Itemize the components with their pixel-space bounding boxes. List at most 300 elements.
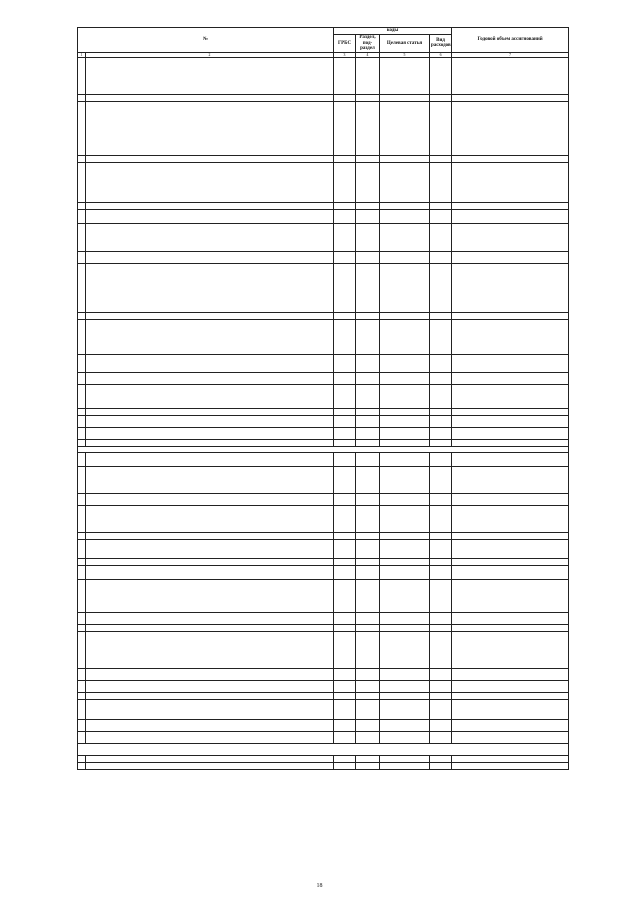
row-grbs-cell xyxy=(334,756,356,763)
row-vr-cell xyxy=(430,102,452,156)
row-grbs-cell xyxy=(334,625,356,632)
header-grbs: ГРБС xyxy=(334,35,356,53)
row-razdel-cell xyxy=(356,559,380,566)
row-name-cell xyxy=(86,264,334,313)
row-razdel-cell xyxy=(356,632,380,669)
row-razdel-cell xyxy=(356,453,380,467)
row-vr-cell xyxy=(430,566,452,580)
table-body xyxy=(78,58,569,770)
row-razdel-cell xyxy=(356,156,380,163)
row-num-cell xyxy=(78,355,86,373)
row-razdel-cell xyxy=(356,252,380,264)
row-name-cell xyxy=(86,566,334,580)
row-vr-cell xyxy=(430,95,452,102)
row-razdel-cell xyxy=(356,355,380,373)
row-sum-cell xyxy=(452,210,569,224)
row-name-cell xyxy=(86,693,334,700)
row-sum-cell xyxy=(452,313,569,320)
row-sum-cell xyxy=(452,252,569,264)
row-sum-cell xyxy=(452,58,569,95)
table-row xyxy=(78,355,569,373)
row-grbs-cell xyxy=(334,763,356,770)
row-grbs-cell xyxy=(334,453,356,467)
table-row xyxy=(78,533,569,540)
row-name-cell xyxy=(86,224,334,252)
row-grbs-cell xyxy=(334,385,356,409)
colnum: 4 xyxy=(356,52,380,58)
row-sum-cell xyxy=(452,693,569,700)
table-row xyxy=(78,559,569,566)
row-name-cell xyxy=(86,203,334,210)
colnum: 6 xyxy=(430,52,452,58)
row-num-cell xyxy=(78,700,86,720)
row-sum-cell xyxy=(452,540,569,559)
row-grbs-cell xyxy=(334,409,356,416)
table-row xyxy=(78,669,569,681)
row-grbs-cell xyxy=(334,224,356,252)
row-cs-cell xyxy=(380,533,430,540)
row-vr-cell xyxy=(430,224,452,252)
row-razdel-cell xyxy=(356,467,380,494)
row-vr-cell xyxy=(430,540,452,559)
row-cs-cell xyxy=(380,313,430,320)
row-num-cell xyxy=(78,320,86,355)
row-num-cell xyxy=(78,203,86,210)
row-vr-cell xyxy=(430,355,452,373)
row-vr-cell xyxy=(430,669,452,681)
table-row xyxy=(78,58,569,95)
row-grbs-cell xyxy=(334,440,356,447)
table-row xyxy=(78,252,569,264)
row-grbs-cell xyxy=(334,95,356,102)
row-grbs-cell xyxy=(334,156,356,163)
row-cs-cell xyxy=(380,625,430,632)
row-num-cell xyxy=(78,756,86,763)
row-razdel-cell xyxy=(356,681,380,693)
row-name-cell xyxy=(86,416,334,428)
row-name-cell xyxy=(86,320,334,355)
row-cs-cell xyxy=(380,224,430,252)
row-cs-cell xyxy=(380,693,430,700)
row-sum-cell xyxy=(452,632,569,669)
row-cs-cell xyxy=(380,102,430,156)
row-vr-cell xyxy=(430,681,452,693)
table-row xyxy=(78,693,569,700)
row-grbs-cell xyxy=(334,58,356,95)
row-num-cell xyxy=(78,693,86,700)
row-num-cell xyxy=(78,385,86,409)
row-razdel-cell xyxy=(356,210,380,224)
row-num-cell xyxy=(78,373,86,385)
row-sum-cell xyxy=(452,720,569,732)
row-cs-cell xyxy=(380,355,430,373)
row-sum-cell xyxy=(452,409,569,416)
row-num-cell xyxy=(78,625,86,632)
row-razdel-cell xyxy=(356,428,380,440)
row-razdel-cell xyxy=(356,320,380,355)
row-cs-cell xyxy=(380,732,430,744)
row-name-cell xyxy=(86,163,334,203)
row-cs-cell xyxy=(380,58,430,95)
row-sum-cell xyxy=(452,224,569,252)
row-grbs-cell xyxy=(334,416,356,428)
table-row xyxy=(78,625,569,632)
row-name-cell xyxy=(86,428,334,440)
row-cs-cell xyxy=(380,428,430,440)
row-num-cell xyxy=(78,264,86,313)
row-vr-cell xyxy=(430,163,452,203)
row-name-cell xyxy=(86,95,334,102)
row-name-cell xyxy=(86,681,334,693)
row-cs-cell xyxy=(380,409,430,416)
colnum: 2 xyxy=(86,52,334,58)
row-sum-cell xyxy=(452,320,569,355)
row-vr-cell xyxy=(430,533,452,540)
row-name-cell xyxy=(86,373,334,385)
row-grbs-cell xyxy=(334,693,356,700)
table-row xyxy=(78,440,569,447)
row-grbs-cell xyxy=(334,506,356,533)
row-razdel-cell xyxy=(356,203,380,210)
row-name-cell xyxy=(86,210,334,224)
row-vr-cell xyxy=(430,494,452,506)
table-row xyxy=(78,453,569,467)
row-name-cell xyxy=(86,756,334,763)
row-name-cell xyxy=(86,700,334,720)
row-sum-cell xyxy=(452,681,569,693)
row-name-cell xyxy=(86,580,334,613)
row-sum-cell xyxy=(452,440,569,447)
header-razdel: Раздел, под-раздел xyxy=(356,35,380,53)
row-razdel-cell xyxy=(356,416,380,428)
row-num-cell xyxy=(78,210,86,224)
table-row xyxy=(78,373,569,385)
table-row xyxy=(78,720,569,732)
row-vr-cell xyxy=(430,720,452,732)
row-vr-cell xyxy=(430,416,452,428)
row-razdel-cell xyxy=(356,373,380,385)
row-sum-cell xyxy=(452,732,569,744)
row-grbs-cell xyxy=(334,632,356,669)
row-sum-cell xyxy=(452,428,569,440)
colnum: 1 xyxy=(78,52,86,58)
row-sum-cell xyxy=(452,355,569,373)
row-name-cell xyxy=(86,156,334,163)
row-cs-cell xyxy=(380,632,430,669)
row-razdel-cell xyxy=(356,720,380,732)
table-row xyxy=(78,763,569,770)
row-name-cell xyxy=(86,763,334,770)
row-grbs-cell xyxy=(334,203,356,210)
row-grbs-cell xyxy=(334,533,356,540)
row-razdel-cell xyxy=(356,95,380,102)
row-num-cell xyxy=(78,467,86,494)
table-row xyxy=(78,224,569,252)
row-sum-cell xyxy=(452,763,569,770)
row-vr-cell xyxy=(430,210,452,224)
row-cs-cell xyxy=(380,156,430,163)
row-grbs-cell xyxy=(334,580,356,613)
row-name-cell xyxy=(86,102,334,156)
row-cs-cell xyxy=(380,252,430,264)
row-num-cell xyxy=(78,559,86,566)
row-grbs-cell xyxy=(334,102,356,156)
row-cs-cell xyxy=(380,453,430,467)
row-name-cell xyxy=(86,58,334,95)
row-vr-cell xyxy=(430,506,452,533)
document-page xyxy=(77,27,568,770)
row-razdel-cell xyxy=(356,224,380,252)
row-num-cell xyxy=(78,453,86,467)
row-sum-cell xyxy=(452,669,569,681)
row-sum-cell xyxy=(452,385,569,409)
row-cs-cell xyxy=(380,559,430,566)
row-razdel-cell xyxy=(356,494,380,506)
row-name-cell xyxy=(86,409,334,416)
row-grbs-cell xyxy=(334,559,356,566)
row-grbs-cell xyxy=(334,700,356,720)
row-name-cell xyxy=(86,355,334,373)
row-sum-cell xyxy=(452,163,569,203)
row-vr-cell xyxy=(430,409,452,416)
row-grbs-cell xyxy=(334,252,356,264)
row-cs-cell xyxy=(380,763,430,770)
row-num-cell xyxy=(78,669,86,681)
row-cs-cell xyxy=(380,373,430,385)
row-vr-cell xyxy=(430,373,452,385)
row-name-cell xyxy=(86,385,334,409)
row-sum-cell xyxy=(452,613,569,625)
row-grbs-cell xyxy=(334,613,356,625)
row-grbs-cell xyxy=(334,732,356,744)
row-cs-cell xyxy=(380,720,430,732)
row-cs-cell xyxy=(380,467,430,494)
table-row xyxy=(78,264,569,313)
row-grbs-cell xyxy=(334,566,356,580)
row-name-cell xyxy=(86,540,334,559)
row-num-cell xyxy=(78,632,86,669)
colnum: 3 xyxy=(334,52,356,58)
row-grbs-cell xyxy=(334,373,356,385)
table-row xyxy=(78,732,569,744)
row-vr-cell xyxy=(430,756,452,763)
table-row xyxy=(78,210,569,224)
row-grbs-cell xyxy=(334,467,356,494)
row-name-cell xyxy=(86,625,334,632)
row-razdel-cell xyxy=(356,540,380,559)
row-vr-cell xyxy=(430,320,452,355)
row-sum-cell xyxy=(452,264,569,313)
row-num-cell xyxy=(78,540,86,559)
row-grbs-cell xyxy=(334,681,356,693)
row-name-cell xyxy=(86,453,334,467)
row-cs-cell xyxy=(380,540,430,559)
row-sum-cell xyxy=(452,373,569,385)
row-num-cell xyxy=(78,506,86,533)
row-vr-cell xyxy=(430,428,452,440)
row-num-cell xyxy=(78,720,86,732)
header-row-top xyxy=(78,28,569,35)
header-cs: Целевая статья xyxy=(380,35,430,53)
row-razdel-cell xyxy=(356,763,380,770)
table-row xyxy=(78,320,569,355)
row-cs-cell xyxy=(380,416,430,428)
row-vr-cell xyxy=(430,252,452,264)
row-vr-cell xyxy=(430,264,452,313)
row-name-cell xyxy=(86,506,334,533)
row-name-cell xyxy=(86,313,334,320)
table-row xyxy=(78,681,569,693)
row-razdel-cell xyxy=(356,669,380,681)
row-vr-cell xyxy=(430,203,452,210)
row-sum-cell xyxy=(452,506,569,533)
row-sum-cell xyxy=(452,95,569,102)
row-vr-cell xyxy=(430,313,452,320)
row-grbs-cell xyxy=(334,669,356,681)
row-num-cell xyxy=(78,95,86,102)
row-cs-cell xyxy=(380,669,430,681)
table-row xyxy=(78,540,569,559)
row-cs-cell xyxy=(380,264,430,313)
row-cs-cell xyxy=(380,700,430,720)
row-razdel-cell xyxy=(356,506,380,533)
row-vr-cell xyxy=(430,467,452,494)
row-cs-cell xyxy=(380,320,430,355)
row-cs-cell xyxy=(380,203,430,210)
row-razdel-cell xyxy=(356,163,380,203)
row-num-cell xyxy=(78,533,86,540)
table-row xyxy=(78,467,569,494)
row-num-cell xyxy=(78,416,86,428)
row-name-cell xyxy=(86,559,334,566)
header-vr: Вид расходов xyxy=(430,35,452,53)
row-vr-cell xyxy=(430,732,452,744)
table-row xyxy=(78,566,569,580)
row-name-cell xyxy=(86,613,334,625)
row-vr-cell xyxy=(430,559,452,566)
row-razdel-cell xyxy=(356,625,380,632)
table-row xyxy=(78,203,569,210)
row-grbs-cell xyxy=(334,313,356,320)
row-cs-cell xyxy=(380,681,430,693)
row-razdel-cell xyxy=(356,732,380,744)
row-grbs-cell xyxy=(334,355,356,373)
row-num-cell xyxy=(78,252,86,264)
row-name-cell xyxy=(86,732,334,744)
row-cs-cell xyxy=(380,613,430,625)
row-sum-cell xyxy=(452,453,569,467)
row-razdel-cell xyxy=(356,440,380,447)
row-razdel-cell xyxy=(356,102,380,156)
row-razdel-cell xyxy=(356,700,380,720)
row-name-cell xyxy=(86,494,334,506)
budget-table xyxy=(77,27,569,770)
row-vr-cell xyxy=(430,763,452,770)
row-sum-cell xyxy=(452,102,569,156)
table-row xyxy=(78,700,569,720)
table-row xyxy=(78,506,569,533)
table-row xyxy=(78,313,569,320)
table-row xyxy=(78,163,569,203)
row-num-cell xyxy=(78,224,86,252)
row-razdel-cell xyxy=(356,313,380,320)
table-row xyxy=(78,409,569,416)
row-razdel-cell xyxy=(356,385,380,409)
row-sum-cell xyxy=(452,756,569,763)
row-vr-cell xyxy=(430,625,452,632)
row-num-cell xyxy=(78,681,86,693)
row-vr-cell xyxy=(430,58,452,95)
row-razdel-cell xyxy=(356,613,380,625)
row-grbs-cell xyxy=(334,428,356,440)
row-grbs-cell xyxy=(334,540,356,559)
header-codes: коды xyxy=(334,28,452,35)
row-vr-cell xyxy=(430,440,452,447)
row-cs-cell xyxy=(380,580,430,613)
table-row xyxy=(78,632,569,669)
row-num-cell xyxy=(78,102,86,156)
row-cs-cell xyxy=(380,506,430,533)
row-cs-cell xyxy=(380,163,430,203)
row-sum-cell xyxy=(452,559,569,566)
row-sum-cell xyxy=(452,467,569,494)
table-row xyxy=(78,102,569,156)
table-row xyxy=(78,95,569,102)
row-vr-cell xyxy=(430,700,452,720)
row-cs-cell xyxy=(380,566,430,580)
row-cs-cell xyxy=(380,440,430,447)
row-grbs-cell xyxy=(334,720,356,732)
table-row xyxy=(78,580,569,613)
colnum: 7 xyxy=(452,52,569,58)
row-sum-cell xyxy=(452,203,569,210)
row-vr-cell xyxy=(430,693,452,700)
row-sum-cell xyxy=(452,580,569,613)
header-num: № xyxy=(78,28,334,53)
table-row xyxy=(78,428,569,440)
row-name-cell xyxy=(86,669,334,681)
row-sum-cell xyxy=(452,416,569,428)
row-name-cell xyxy=(86,467,334,494)
row-num-cell xyxy=(78,313,86,320)
row-cs-cell xyxy=(380,95,430,102)
row-num-cell xyxy=(78,58,86,95)
note-text xyxy=(78,744,569,756)
row-grbs-cell xyxy=(334,210,356,224)
row-vr-cell xyxy=(430,632,452,669)
row-num-cell xyxy=(78,440,86,447)
row-name-cell xyxy=(86,440,334,447)
row-vr-cell xyxy=(430,453,452,467)
row-sum-cell xyxy=(452,700,569,720)
row-sum-cell xyxy=(452,625,569,632)
row-razdel-cell xyxy=(356,693,380,700)
row-num-cell xyxy=(78,732,86,744)
table-row xyxy=(78,416,569,428)
table-row xyxy=(78,156,569,163)
table-row xyxy=(78,385,569,409)
table-row xyxy=(78,613,569,625)
row-num-cell xyxy=(78,494,86,506)
row-sum-cell xyxy=(452,566,569,580)
row-cs-cell xyxy=(380,494,430,506)
row-num-cell xyxy=(78,566,86,580)
page-number: 18 xyxy=(316,883,323,889)
table-note-row xyxy=(78,744,569,756)
header-total: Годовой объем ассигнований xyxy=(452,28,569,53)
row-grbs-cell xyxy=(334,163,356,203)
row-num-cell xyxy=(78,156,86,163)
